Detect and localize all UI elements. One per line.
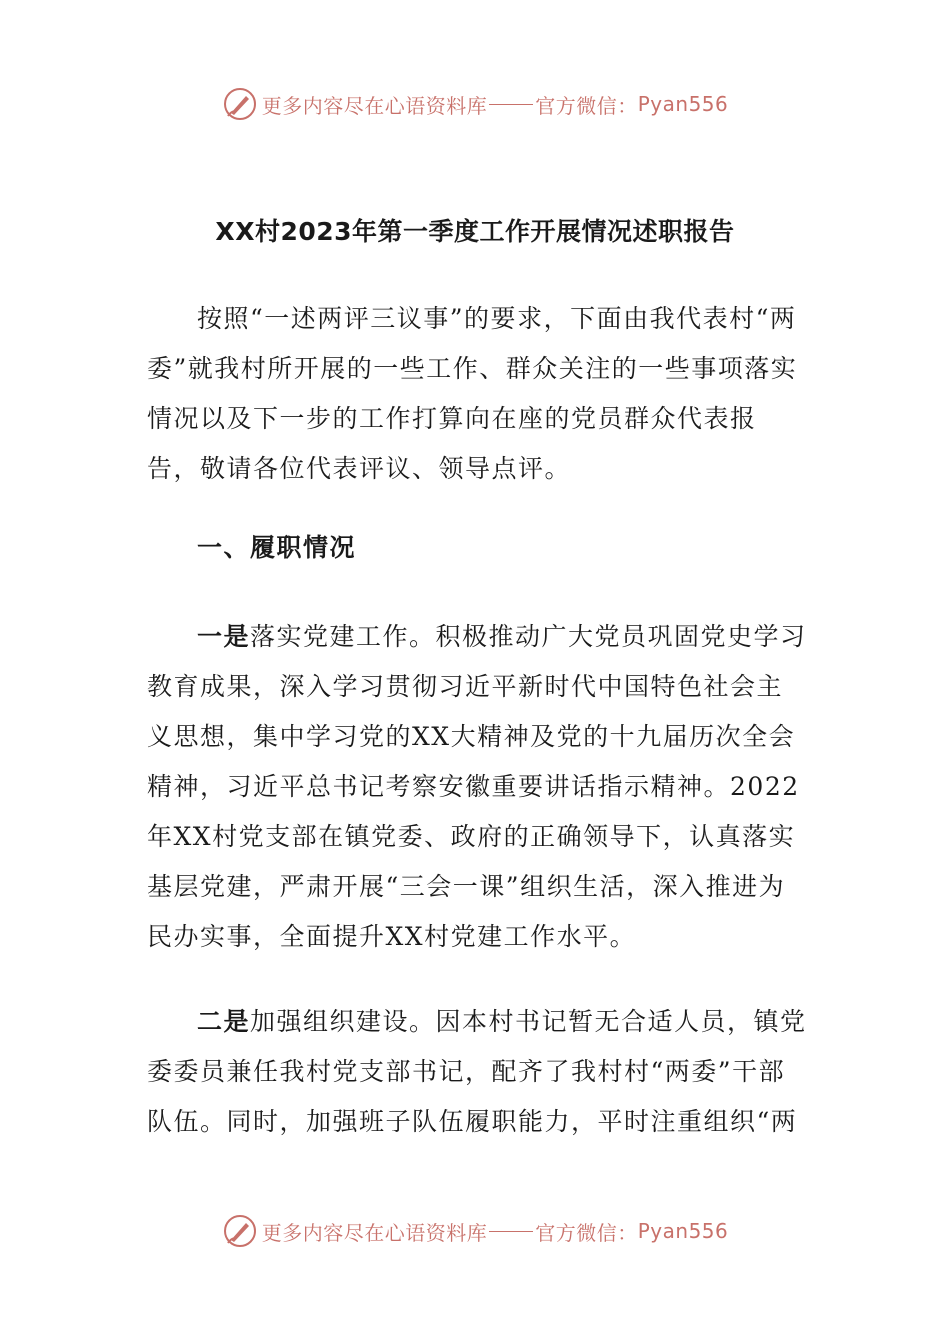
document-title: XX村2023年第一季度工作开展情况述职报告 [215,217,735,246]
section-heading: 一、履职情况 [197,533,357,562]
watermark-suffix: 官方微信： [535,93,638,118]
pen-logo-icon [222,86,258,122]
item-1-paragraph [147,612,807,962]
watermark-id: Pyan556 [637,1219,729,1243]
item-2-lead: 二是 [197,1007,251,1036]
item-1-text: 落实党建工作。积极推动广大党员巩固党史学习教育成果，深入学习贯彻习近平新时代中国特色社会主义思想，集中学习党的XX大精神及党的十九届历次全会精神，习近平总书记考察安徽重要讲话指示精神。2022年XX村党支部在镇党委、政府的正确领导下，认真落实基层党建，严肃开展“三会一课”组织生活，深入推进为民办实事，全面提升XX村党建工作水平。 [147,622,807,951]
item-2-text: 加强组织建设。因本村书记暂无合适人员，镇党委委员兼任我村党支部书记，配齐了我村村“两委”干部队伍。同时，加强班子队伍履职能力，平时注重组织“两 [147,1007,807,1136]
watermark-suffix: 官方微信： [535,1220,638,1245]
watermark-text: 更多内容尽在心语资料库 [261,93,488,118]
item-1-lead: 一是 [197,622,251,651]
watermark-text: 更多内容尽在心语资料库 [261,1220,488,1245]
watermark-header [0,84,950,124]
watermark-id: Pyan556 [637,92,729,116]
intro-paragraph: 按照“一述两评三议事”的要求，下面由我代表村“两委”就我村所开展的一些工作、群众关注的一些事项落实情况以及下一步的工作打算向在座的党员群众代表报告，敬请各位代表评议、领导点评。 [147,304,798,483]
watermark-separator [489,104,533,105]
watermark-separator [489,1231,533,1232]
pen-logo-icon [222,1213,258,1249]
item-2-paragraph [147,997,807,1147]
watermark-footer [0,1211,950,1251]
